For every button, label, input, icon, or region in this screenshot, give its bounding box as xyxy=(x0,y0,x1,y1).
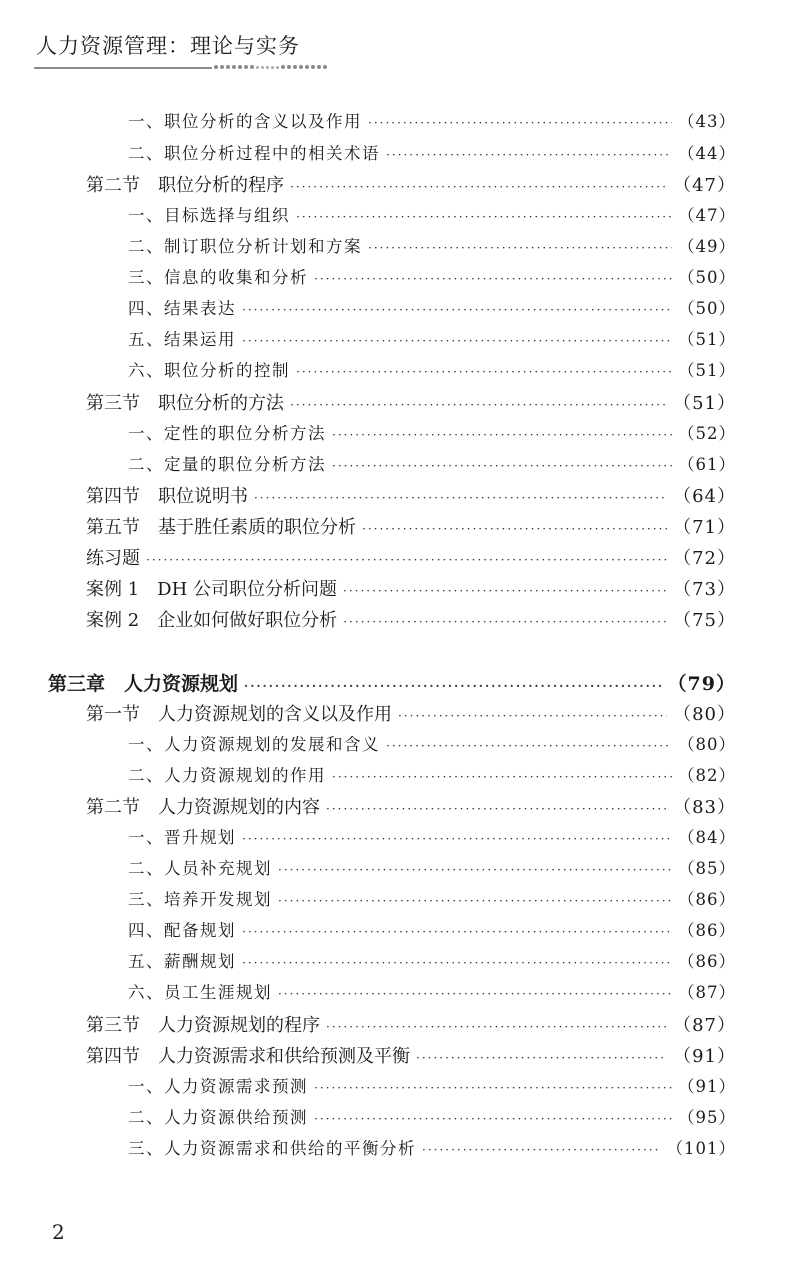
dot-leader xyxy=(343,615,667,629)
toc-entry[interactable] xyxy=(48,669,736,696)
dot-leader xyxy=(296,365,672,379)
toc-entry-title: 案例 1 DH 公司职位分析问题 xyxy=(86,579,338,600)
header-rule-dots xyxy=(214,62,327,72)
toc-entry-page: （84） xyxy=(678,828,736,847)
toc-entry-page: （47） xyxy=(678,206,736,225)
dot-leader xyxy=(326,1020,667,1034)
toc-entry[interactable] xyxy=(86,575,736,601)
dot-leader xyxy=(332,428,672,442)
toc-entry-page: （80） xyxy=(678,735,736,754)
toc-entry-title: 二、定量的职位分析方法 xyxy=(128,455,326,474)
dot-leader xyxy=(416,1051,667,1065)
toc-entry[interactable] xyxy=(128,886,736,910)
page-number: 2 xyxy=(52,1220,65,1244)
dot-leader xyxy=(314,272,672,286)
toc-entry-title: 第三节 职位分析的方法 xyxy=(86,393,284,414)
toc-entry[interactable] xyxy=(128,762,736,786)
toc-entry-title: 一、定性的职位分析方法 xyxy=(128,424,326,443)
toc-entry-page: （80） xyxy=(673,704,736,725)
dot-leader xyxy=(332,459,672,473)
toc-entry-title: 一、人力资源需求预测 xyxy=(128,1077,308,1096)
dot-leader xyxy=(314,1081,672,1095)
running-title: 人力资源管理：理论与实务 xyxy=(36,34,300,58)
toc-entry[interactable] xyxy=(86,389,736,415)
toc-entry[interactable] xyxy=(128,948,736,972)
toc-entry-page: （91） xyxy=(678,1077,736,1096)
toc-entry-page: （51） xyxy=(673,393,736,414)
toc-entry[interactable] xyxy=(128,233,736,257)
toc-entry-title: 第三节 人力资源规划的程序 xyxy=(86,1015,320,1036)
toc-entry[interactable] xyxy=(86,793,736,819)
toc-entry-page: （82） xyxy=(678,766,736,785)
toc-entry-page: （86） xyxy=(678,952,736,971)
toc-entry-title: 第四节 人力资源需求和供给预测及平衡 xyxy=(86,1046,410,1067)
dot-leader xyxy=(242,832,672,846)
toc-entry-title: 四、结果表达 xyxy=(128,299,236,318)
toc-entry-title: 第五节 基于胜任素质的职位分析 xyxy=(86,517,356,538)
toc-entry-title: 第三章 人力资源规划 xyxy=(48,673,239,695)
toc-entry[interactable] xyxy=(86,700,736,726)
dot-leader xyxy=(290,398,667,412)
dot-leader xyxy=(386,148,672,162)
toc-entry[interactable] xyxy=(128,731,736,755)
toc-entry-page: （52） xyxy=(678,424,736,443)
toc-entry-page: （49） xyxy=(678,237,736,256)
toc-entry-title: 一、人力资源规划的发展和含义 xyxy=(128,735,380,754)
toc-entry-title: 三、培养开发规划 xyxy=(128,890,272,909)
toc-entry-page: （61） xyxy=(678,455,736,474)
toc-entry-page: （86） xyxy=(678,921,736,940)
toc-entry-page: （83） xyxy=(673,797,736,818)
toc-entry[interactable] xyxy=(86,482,736,508)
toc-entry-page: （50） xyxy=(678,299,736,318)
toc-entry-page: （95） xyxy=(678,1108,736,1127)
toc-entry-page: （47） xyxy=(673,175,736,196)
dot-leader xyxy=(242,956,672,970)
toc-entry[interactable] xyxy=(128,1104,736,1128)
toc-entry-page: （43） xyxy=(678,112,736,131)
toc-entry-title: 一、晋升规划 xyxy=(128,828,236,847)
dot-leader xyxy=(368,241,672,255)
toc-entry-page: （101） xyxy=(666,1139,736,1158)
toc-entry[interactable] xyxy=(128,202,736,226)
toc-entry-page: （79） xyxy=(667,673,736,695)
toc-entry[interactable] xyxy=(128,108,736,132)
toc-entry-title: 三、信息的收集和分析 xyxy=(128,268,308,287)
toc-entry-page: （51） xyxy=(678,330,736,349)
toc-entry-page: （87） xyxy=(678,983,736,1002)
toc-entry-title: 第一节 人力资源规划的含义以及作用 xyxy=(86,704,392,725)
toc-entry-page: （51） xyxy=(678,361,736,380)
dot-leader xyxy=(254,491,667,505)
dot-leader xyxy=(332,770,672,784)
toc-entry-title: 六、职位分析的控制 xyxy=(128,361,290,380)
toc-entry[interactable] xyxy=(128,295,736,319)
toc-entry-title: 二、人力资源规划的作用 xyxy=(128,766,326,785)
toc-entry[interactable] xyxy=(86,606,736,632)
toc-entry-page: （72） xyxy=(673,548,736,569)
dot-leader xyxy=(244,679,662,693)
toc-entry-page: （86） xyxy=(678,890,736,909)
toc-entry-page: （85） xyxy=(678,859,736,878)
toc-entry-page: （71） xyxy=(673,517,736,538)
dot-leader xyxy=(290,180,667,194)
toc-entry[interactable] xyxy=(128,140,736,164)
toc-entry[interactable] xyxy=(128,326,736,350)
toc-entry-title: 二、人力资源供给预测 xyxy=(128,1108,308,1127)
header-rule xyxy=(34,67,212,69)
toc-entry-title: 五、结果运用 xyxy=(128,330,236,349)
dot-leader xyxy=(362,522,667,536)
toc-entry-title: 二、制订职位分析计划和方案 xyxy=(128,237,362,256)
dot-leader xyxy=(242,925,672,939)
toc-entry[interactable] xyxy=(86,1042,736,1068)
toc-entry-title: 第二节 人力资源规划的内容 xyxy=(86,797,320,818)
toc-entry-page: （64） xyxy=(673,486,736,507)
dot-leader xyxy=(314,1112,672,1126)
dot-leader xyxy=(146,553,667,567)
toc-entry[interactable] xyxy=(86,1011,736,1037)
toc-entry[interactable] xyxy=(128,451,736,475)
toc-entry-title: 一、目标选择与组织 xyxy=(128,206,290,225)
dot-leader xyxy=(398,709,667,723)
dot-leader xyxy=(278,987,672,1001)
toc-entry[interactable] xyxy=(128,1073,736,1097)
dot-leader xyxy=(296,210,672,224)
toc-entry[interactable] xyxy=(128,420,736,444)
toc-entry-title: 一、职位分析的含义以及作用 xyxy=(128,112,362,131)
toc-entry-title: 三、人力资源需求和供给的平衡分析 xyxy=(128,1139,416,1158)
toc-entry[interactable] xyxy=(128,824,736,848)
toc-entry[interactable] xyxy=(128,979,736,1003)
toc-entry-page: （75） xyxy=(673,610,736,631)
toc-entry-title: 第四节 职位说明书 xyxy=(86,486,248,507)
toc-entry-title: 二、人员补充规划 xyxy=(128,859,272,878)
toc-entry[interactable] xyxy=(128,1135,736,1159)
toc-entry[interactable] xyxy=(128,357,736,381)
toc-entry-page: （50） xyxy=(678,268,736,287)
toc-entry-page: （44） xyxy=(678,144,736,163)
toc-entry-title: 四、配备规划 xyxy=(128,921,236,940)
toc-entry-page: （91） xyxy=(673,1046,736,1067)
dot-leader xyxy=(386,739,672,753)
toc-entry-title: 练习题 xyxy=(86,548,140,569)
dot-leader xyxy=(326,802,667,816)
dot-leader xyxy=(368,116,672,130)
toc-entry[interactable] xyxy=(86,513,736,539)
toc-entry[interactable] xyxy=(128,264,736,288)
toc-entry[interactable] xyxy=(86,544,736,570)
toc-entry-page: （73） xyxy=(673,579,736,600)
toc-entry[interactable] xyxy=(128,855,736,879)
dot-leader xyxy=(343,584,667,598)
toc-entry-title: 六、员工生涯规划 xyxy=(128,983,272,1002)
dot-leader xyxy=(242,303,672,317)
dot-leader xyxy=(242,334,672,348)
toc-entry[interactable] xyxy=(86,171,736,197)
toc-entry-title: 第二节 职位分析的程序 xyxy=(86,175,284,196)
dot-leader xyxy=(278,863,672,877)
toc-entry[interactable] xyxy=(128,917,736,941)
toc-entry-title: 五、薪酬规划 xyxy=(128,952,236,971)
toc-entry-page: （87） xyxy=(673,1015,736,1036)
dot-leader xyxy=(422,1143,661,1157)
toc-entry-title: 案例 2 企业如何做好职位分析 xyxy=(86,610,338,631)
toc-entry-title: 二、职位分析过程中的相关术语 xyxy=(128,144,380,163)
dot-leader xyxy=(278,894,672,908)
